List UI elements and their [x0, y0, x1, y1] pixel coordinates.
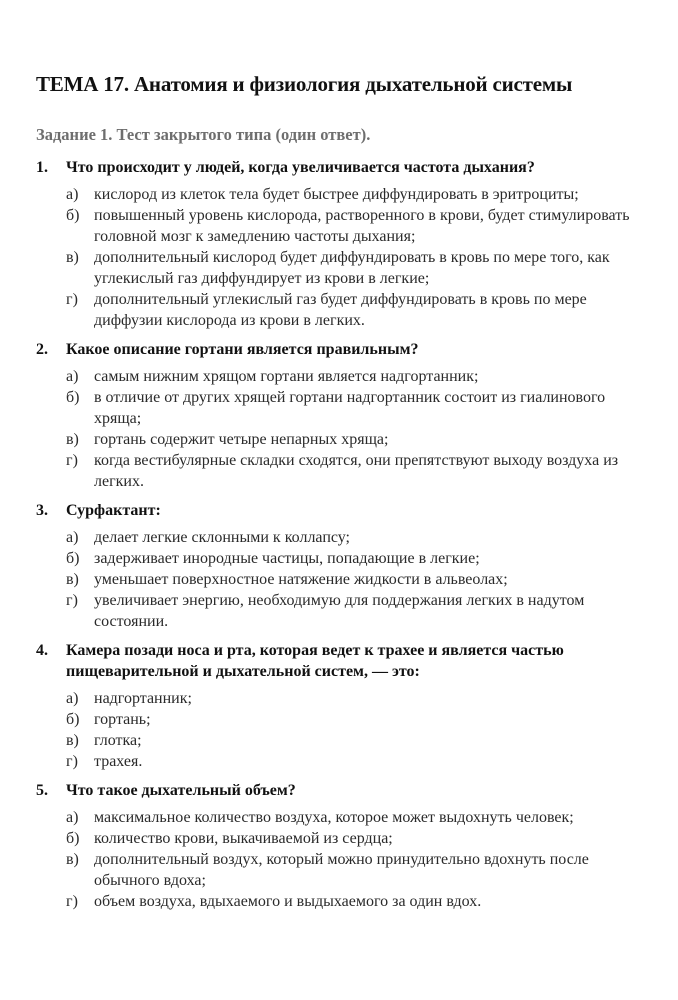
option-letter: а) [66, 368, 79, 385]
option-letter: б) [66, 550, 80, 567]
answer-option [66, 450, 656, 492]
question-list [36, 157, 656, 920]
option-text: трахея. [94, 753, 143, 770]
answer-option [66, 527, 656, 548]
option-letter: а) [66, 809, 79, 826]
question-4 [36, 640, 656, 772]
answer-option [66, 289, 656, 331]
answer-option [66, 429, 656, 450]
question-number: 2. [36, 341, 48, 358]
option-text: кислород из клеток тела будет быстрее диффундировать в эритроциты; [94, 186, 579, 203]
option-letter: а) [66, 186, 79, 203]
option-letter: в) [66, 431, 79, 448]
option-letter: б) [66, 207, 80, 224]
option-letter: в) [66, 732, 79, 749]
answer-option [66, 709, 656, 730]
option-text: глотка; [94, 732, 142, 749]
question-text: Что происходит у людей, когда увеличивается частота дыхания? [66, 159, 535, 176]
option-letter: а) [66, 529, 79, 546]
task-title: Задание 1. Тест закрытого типа (один ответ). [36, 125, 371, 144]
option-text: задерживает инородные частицы, попадающие в легкие; [94, 550, 480, 567]
option-letter: г) [66, 753, 78, 770]
option-text: гортань содержит четыре непарных хряща; [94, 431, 389, 448]
question-1 [36, 157, 656, 331]
question-number: 4. [36, 642, 48, 659]
question-text: Сурфактант: [66, 502, 161, 519]
option-text: увеличивает энергию, необходимую для поддержания легких в надутом состоянии. [94, 592, 585, 630]
option-text: дополнительный кислород будет диффундировать в кровь по мере того, как углекислый газ диффундирует из крови в легкие; [94, 249, 610, 287]
option-letter: г) [66, 893, 78, 910]
option-text: количество крови, выкачиваемой из сердца; [94, 830, 393, 847]
answer-option [66, 184, 656, 205]
option-text: делает легкие склонными к коллапсу; [94, 529, 350, 546]
option-text: надгортанник; [94, 690, 192, 707]
question-3 [36, 500, 656, 632]
option-letter: г) [66, 291, 78, 308]
answer-options [66, 527, 656, 632]
option-text: объем воздуха, вдыхаемого и выдыхаемого за один вдох. [94, 893, 482, 910]
answer-option [66, 891, 656, 912]
question-number: 5. [36, 782, 48, 799]
answer-option [66, 688, 656, 709]
answer-option [66, 807, 656, 828]
option-text: когда вестибулярные складки сходятся, они препятствуют выходу воздуха из легких. [94, 452, 619, 490]
option-text: дополнительный углекислый газ будет диффундировать в кровь по мере диффузии кислорода из крови в легких. [94, 291, 587, 329]
option-letter: б) [66, 711, 80, 728]
option-letter: в) [66, 249, 79, 266]
answer-option [66, 366, 656, 387]
question-text: Что такое дыхательный объем? [66, 782, 296, 799]
answer-option [66, 730, 656, 751]
option-text: самым нижним хрящом гортани является надгортанник; [94, 368, 479, 385]
answer-options [66, 366, 656, 492]
option-letter: б) [66, 830, 80, 847]
question-text: Какое описание гортани является правильным? [66, 341, 419, 358]
option-text: уменьшает поверхностное натяжение жидкости в альвеолах; [94, 571, 508, 588]
answer-option [66, 569, 656, 590]
option-letter: г) [66, 592, 78, 609]
question-number: 3. [36, 502, 48, 519]
answer-options [66, 184, 656, 331]
question-2 [36, 339, 656, 492]
answer-option [66, 590, 656, 632]
answer-option [66, 247, 656, 289]
question-text: Камера позади носа и рта, которая ведет к трахее и является частью пищеварительной и дыхательной систем, — это: [66, 642, 564, 680]
answer-option [66, 205, 656, 247]
answer-option [66, 751, 656, 772]
option-letter: в) [66, 851, 79, 868]
question-number: 1. [36, 159, 48, 176]
option-text: повышенный уровень кислорода, растворенного в крови, будет стимулировать головной мозг к замедлению частоты дыхания; [94, 207, 630, 245]
answer-option [66, 849, 656, 891]
option-letter: б) [66, 389, 80, 406]
option-text: дополнительный воздух, который можно принудительно вдохнуть после обычного вдоха; [94, 851, 589, 889]
option-letter: г) [66, 452, 78, 469]
option-text: гортань; [94, 711, 151, 728]
answer-option [66, 548, 656, 569]
answer-option [66, 387, 656, 429]
question-5 [36, 780, 656, 912]
answer-option [66, 828, 656, 849]
answer-options [66, 807, 656, 912]
option-text: в отличие от других хрящей гортани надгортанник состоит из гиалинового хряща; [94, 389, 606, 427]
topic-title: ТЕМА 17. Анатомия и физиология дыхательной системы [36, 72, 573, 96]
answer-options [66, 688, 656, 772]
option-letter: в) [66, 571, 79, 588]
option-letter: а) [66, 690, 79, 707]
option-text: максимальное количество воздуха, которое может выдохнуть человек; [94, 809, 574, 826]
